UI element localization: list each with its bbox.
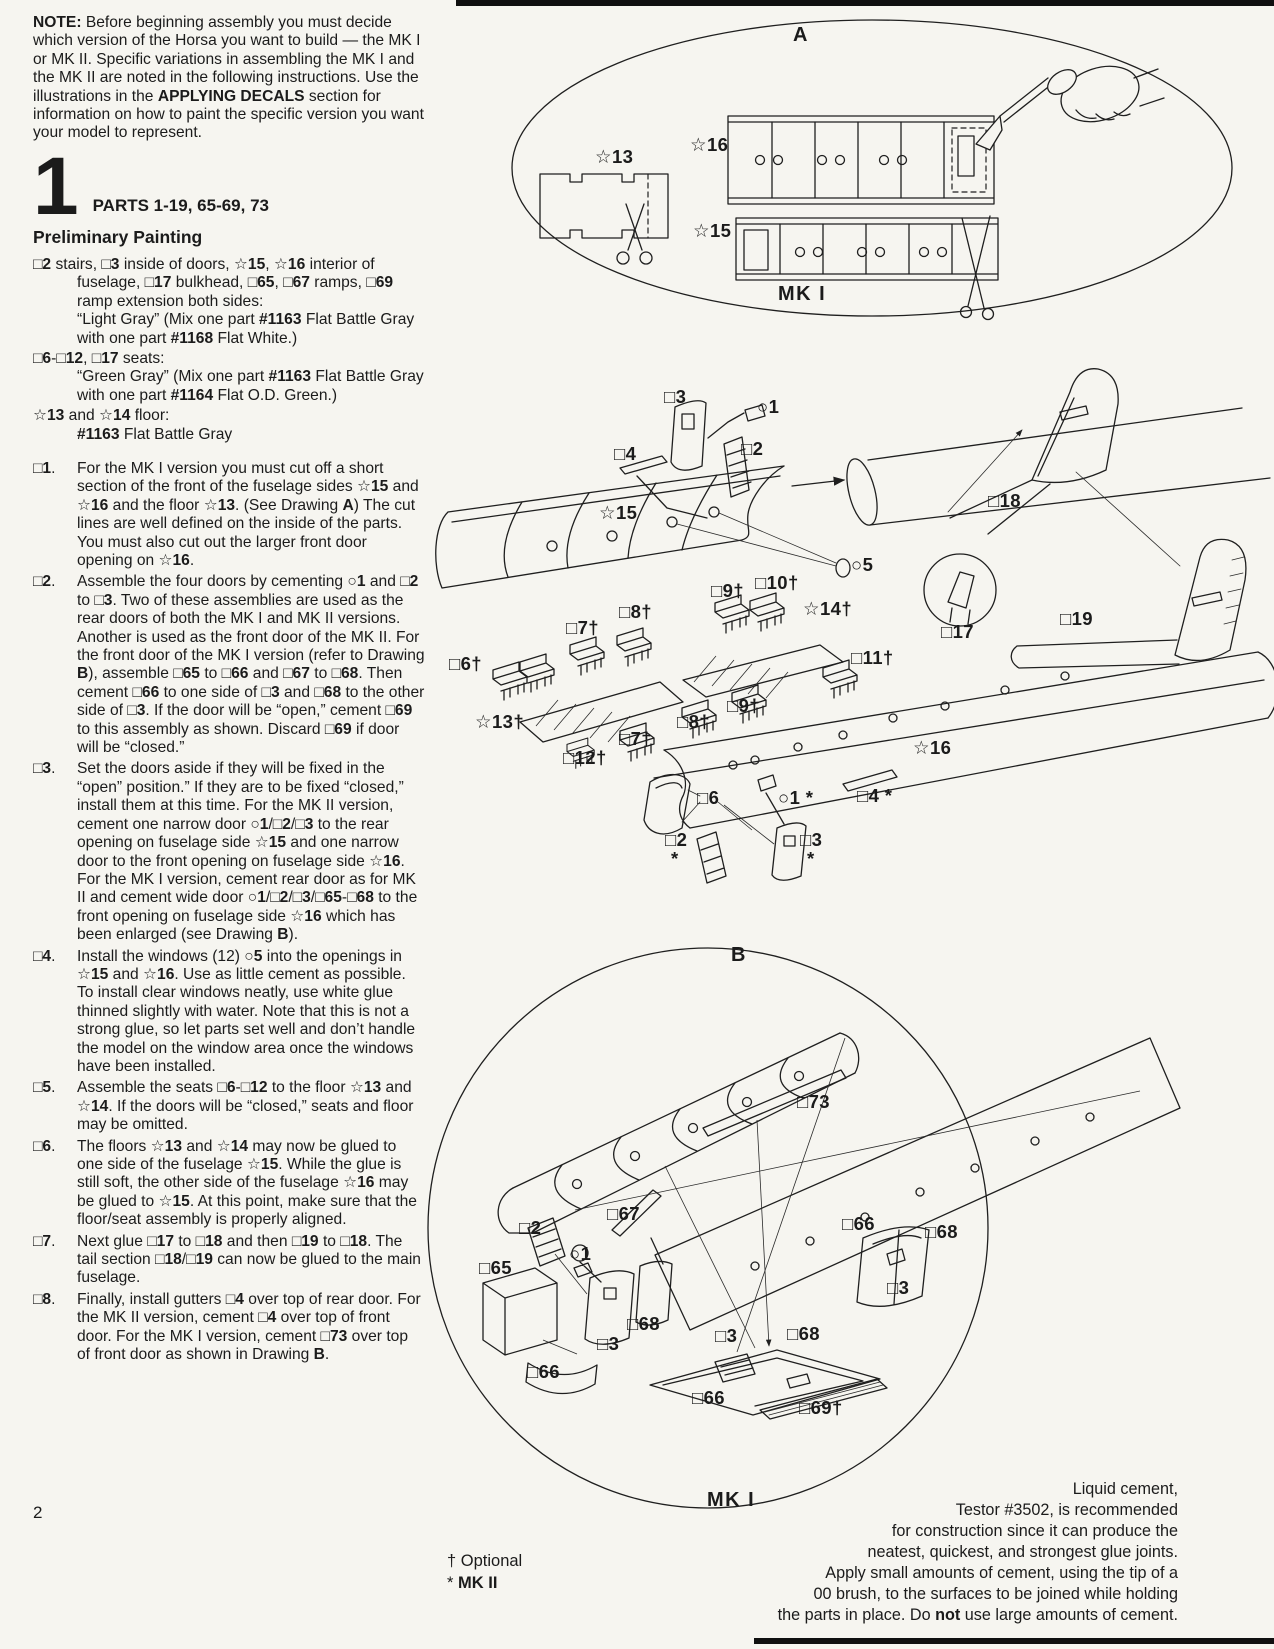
label-MKI: MK I — [707, 1489, 756, 1511]
step-text: Next glue □17 to □18 and then □19 to □18. The tail section □18/□19 can now be glued to the main fuselage. — [77, 1232, 421, 1287]
label-2: □2 — [665, 829, 688, 850]
label-3: □3 — [715, 1325, 738, 1346]
label-10: □10† — [755, 572, 799, 593]
step-marker: □1. — [33, 459, 56, 477]
label-68: □68 — [787, 1323, 820, 1344]
label-3: □3 — [597, 1333, 620, 1354]
label-13: ☆13† — [475, 711, 525, 732]
label-8: □8† — [619, 601, 652, 622]
step-text: Set the doors aside if they will be fixed in the “open” position.” If they are to be fixed “closed,” install them at this time. For the MK II version, cement one narrow door ○1/□2/□3 to the rear opening on fuselage side ☆15 and one narrow door to the front opening on fuselage side ☆16. For the MK I version, cement rear door as for MK II and cement wide door ○1/□2/□3/□65-□68 to the front opening on fuselage side ☆16 which has been enlarged (see Drawing B). — [77, 760, 418, 944]
label-2: □2 — [519, 1217, 542, 1238]
label-2: □2 — [741, 438, 764, 459]
step-text: Install the windows (12) ○5 into the openings in ☆15 and ☆16. Use as little cement as possible. To install clear windows neatly, use white glue thinned slightly with water. Note that this is not a strong glue, so let parts set well and don’t handle the model on the window area once the windows have been installed. — [77, 947, 416, 1075]
footnote-legend — [447, 1550, 522, 1594]
paint-item-parts: ☆13 and ☆14 floor: — [33, 407, 170, 425]
paint-item-color: #1163 Flat Battle Gray — [77, 425, 233, 443]
label-mark: * — [671, 848, 679, 869]
label-19: □19 — [1060, 608, 1093, 629]
label-17: □17 — [941, 621, 974, 642]
label-3: □3 — [800, 829, 823, 850]
label-1: ○1 — [569, 1243, 592, 1264]
label-66: □66 — [842, 1213, 875, 1234]
step-marker: □6. — [33, 1137, 56, 1155]
paint-item-parts: □2 stairs, □3 inside of doors, ☆15, ☆16 interior of fuselage, □17 bulkhead, □65, □67 ramps, □69 ramp extension both sides: — [33, 255, 394, 310]
label-1: ○1 * — [778, 787, 814, 808]
section-number: 1 — [33, 140, 77, 232]
paint-item-color: “Light Gray” (Mix one part #1163 Flat Battle Gray with one part #1168 Flat White.) — [77, 311, 415, 347]
section-subheading: Preliminary Painting — [33, 226, 203, 247]
label-66: □66 — [527, 1361, 560, 1382]
footnote-mk2: * MK II — [447, 1574, 498, 1592]
label-16: ☆16 — [913, 737, 952, 758]
step-text: Assemble the four doors by cementing ○1 and □2 to □3. Two of these assemblies are used as the rear doors of both the MK I and MK II versions. Another is used as the front door of the MK II. For the front door of the MK I version (refer to Drawing B), assemble □65 to □66 and □67 to □68. Then cement □66 to one side of □3 and □68 to the other side of □3. If the door will be “open,” cement □69 to this assembly as shown. Discard □69 if door will be “closed.” — [77, 573, 425, 757]
label-18: □18 — [988, 490, 1021, 511]
label-9: □9† — [727, 695, 760, 716]
label-73: □73 — [797, 1091, 830, 1112]
label-12: □12† — [563, 747, 607, 768]
step-text: The floors ☆13 and ☆14 may now be glued to one side of the fuselage ☆15. While the glue is still soft, the other side of the fuselage ☆16 may be glued to ☆15. At this point, make sure that the floor/seat assembly is properly aligned. — [77, 1137, 417, 1229]
label-68: □68 — [925, 1221, 958, 1242]
label-MKI: MK I — [778, 283, 827, 305]
label-13: ☆13 — [595, 146, 634, 167]
section-parts-list: PARTS 1-19, 65-69, 73 — [92, 196, 269, 216]
label-3: □3 — [664, 386, 687, 407]
cement-note: Liquid cement, Testor #3502, is recommended for construction since it can produce the neatest, quickest, and strongest glue joints. Apply small amounts of cement, using the tip of a 00 brush, to the surfaces to be joined while holding the parts in place. Do not use large amounts of cement. — [777, 1480, 1178, 1624]
step-marker: □5. — [33, 1079, 56, 1097]
paint-item-parts: □6-□12, □17 seats: — [33, 349, 165, 367]
label-15: ☆15 — [693, 220, 732, 241]
label-7: □7† — [619, 728, 652, 749]
label-66: □66 — [692, 1387, 725, 1408]
label-67: □67 — [607, 1203, 640, 1224]
label-7: □7† — [566, 617, 599, 638]
step-marker: □7. — [33, 1232, 56, 1250]
label-65: □65 — [479, 1257, 512, 1278]
label-3: □3 — [887, 1277, 910, 1298]
label-5: ○5 — [851, 554, 874, 575]
label-68: □68 — [627, 1313, 660, 1334]
label-4: □4 * — [857, 785, 893, 806]
note-paragraph: NOTE: Before beginning assembly you must decide which version of the Horsa you want to build — the MK I or MK II. Specific variations in assembling the MK I and the MK II are noted in the following instructions. Use the illustrations in the APPLYING DECALS section for information on how to paint the specific version you want your model to represent. — [33, 14, 424, 142]
step-marker: □3. — [33, 760, 56, 778]
page-number: 2 — [33, 1503, 43, 1522]
step-marker: □8. — [33, 1290, 56, 1308]
label-1: ○1 — [757, 396, 780, 417]
step-marker: □2. — [33, 573, 56, 591]
label-15: ☆15 — [599, 502, 638, 523]
label-14: ☆14† — [803, 598, 853, 619]
step-text: Finally, install gutters □4 over top of rear door. For the MK II version, cement □4 over top of front door. For the MK I version, cement □73 over top of front door as shown in Drawing B. — [77, 1290, 421, 1364]
label-11: □11† — [851, 647, 894, 668]
step-marker: □4. — [33, 947, 56, 965]
label-B: B — [731, 944, 747, 966]
label-4: □4 — [614, 443, 637, 464]
label-mark: * — [807, 848, 815, 869]
label-9: □9† — [711, 580, 744, 601]
label-8: □8† — [677, 711, 710, 732]
step-text: Assemble the seats □6-□12 to the floor ☆13 and ☆14. If the doors will be “closed,” seats and floor may be omitted. — [77, 1079, 414, 1134]
label-69: □69† — [799, 1397, 843, 1418]
label-6: □6 — [697, 787, 720, 808]
footnote-optional: † Optional — [447, 1552, 523, 1570]
step-text: For the MK I version you must cut off a short section of the front of the fuselage sides ☆15 and ☆16 and the floor ☆13. (See Drawing A) The cut lines are well defined on the inside of the parts. You must also cut out the larger front door opening on ☆16. — [77, 459, 419, 570]
label-16: ☆16 — [690, 134, 729, 155]
label-6: □6† — [449, 653, 482, 674]
paint-item-color: “Green Gray” (Mix one part #1163 Flat Battle Gray with one part #1164 Flat O.D. Green.) — [77, 368, 424, 404]
label-A: A — [793, 24, 809, 46]
